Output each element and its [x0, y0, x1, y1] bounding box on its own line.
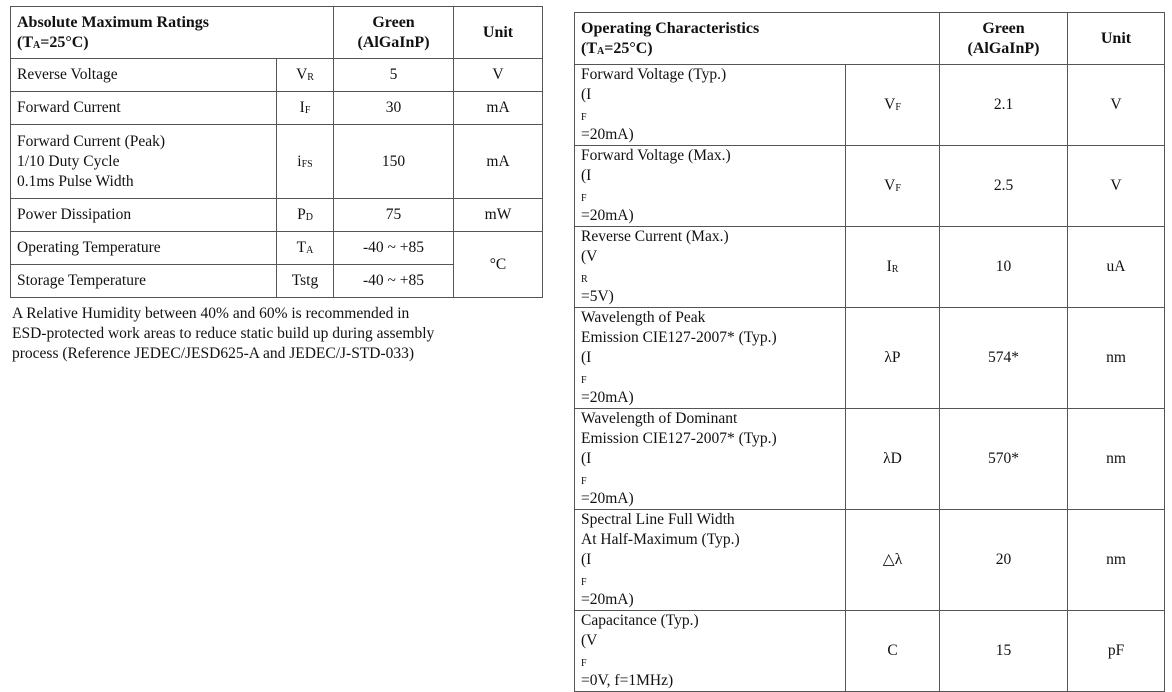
- symbol-cell: $V_F$: [846, 65, 940, 146]
- param-cell: Forward Current: [11, 92, 277, 125]
- table-title: Absolute Maximum Ratings: [17, 13, 210, 31]
- param-cell: Forward Current (Peak) 1/10 Duty Cycle 0.1ms Pulse Width: [11, 125, 277, 199]
- param-cell: Power Dissipation: [11, 199, 277, 232]
- unit-cell: V: [1068, 65, 1165, 146]
- param-cell: Wavelength of Peak Emission CIE127-2007* (Typ.) (I $_F$ =20mA): [575, 308, 846, 409]
- table-row: [575, 308, 1165, 409]
- symbol-cell: $I_R$: [846, 227, 940, 308]
- table-row: [575, 65, 1165, 146]
- table-header-row: [575, 13, 1165, 65]
- column-header-unit: Unit: [1068, 13, 1165, 65]
- value-cell: 75: [334, 199, 454, 232]
- unit-cell: mA: [454, 92, 543, 125]
- table-row: [11, 125, 543, 199]
- symbol-cell: $V_F$: [846, 146, 940, 227]
- param-cell: Forward Voltage (Max.) (I $_F$ =20mA): [575, 146, 846, 227]
- value-cell: 20: [940, 510, 1068, 611]
- unit-cell: V: [454, 59, 543, 92]
- table-title-cell: [575, 13, 940, 65]
- absolute-maximum-ratings-table: [10, 6, 543, 298]
- value-cell: 150: [334, 125, 454, 199]
- param-cell: Storage Temperature: [11, 265, 277, 298]
- param-cell: Wavelength of Dominant Emission CIE127-2007* (Typ.) (I $_F$ =20mA): [575, 409, 846, 510]
- value-cell: 574*: [940, 308, 1068, 409]
- column-header-unit: Unit: [454, 7, 543, 59]
- unit-cell: mW: [454, 199, 543, 232]
- unit-cell: nm: [1068, 409, 1165, 510]
- humidity-note: A Relative Humidity between 40% and 60% is recommended in ESD-protected work areas to reduce static build up during assembly process (Reference JEDEC/JESD625-A and JEDEC/J-STD-033): [12, 305, 435, 362]
- symbol-cell: λP: [846, 308, 940, 409]
- symbol-cell: C: [846, 611, 940, 692]
- value-cell: 15: [940, 611, 1068, 692]
- column-header-green: Green (AlGaInP): [940, 13, 1068, 65]
- value-cell: 30: [334, 92, 454, 125]
- table-title: Operating Characteristics: [581, 19, 760, 37]
- symbol-cell: $i_{FS}$: [277, 125, 334, 199]
- table-row: [575, 611, 1165, 692]
- unit-cell: nm: [1068, 510, 1165, 611]
- param-cell: Operating Temperature: [11, 232, 277, 265]
- symbol-cell: $P_D$: [277, 199, 334, 232]
- param-cell: Forward Voltage (Typ.) (I $_F$ =20mA): [575, 65, 846, 146]
- param-cell: Reverse Current (Max.) (V $_R$ =5V): [575, 227, 846, 308]
- symbol-cell: $V_R$: [277, 59, 334, 92]
- unit-cell: °C: [454, 232, 543, 298]
- param-cell: Reverse Voltage: [11, 59, 277, 92]
- value-cell: 10: [940, 227, 1068, 308]
- unit-cell: V: [1068, 146, 1165, 227]
- table-condition: $(T_A=25^\circ C)$: [17, 33, 89, 51]
- symbol-cell: Tstg: [277, 265, 334, 298]
- unit-cell: nm: [1068, 308, 1165, 409]
- value-cell: 2.1: [940, 65, 1068, 146]
- table-header-row: [11, 7, 543, 59]
- table-row: [11, 199, 543, 232]
- table-row: [11, 92, 543, 125]
- table-row: [575, 146, 1165, 227]
- table-row: [11, 232, 543, 265]
- table-title-cell: [11, 7, 334, 59]
- unit-cell: pF: [1068, 611, 1165, 692]
- table-row: [11, 59, 543, 92]
- value-cell: 570*: [940, 409, 1068, 510]
- column-header-green: Green (AlGaInP): [334, 7, 454, 59]
- symbol-cell: λD: [846, 409, 940, 510]
- param-cell: Capacitance (Typ.) (V $_F$ =0V, f=1MHz): [575, 611, 846, 692]
- table-condition: $(T_A=25^\circ C)$: [581, 39, 653, 57]
- value-cell: 5: [334, 59, 454, 92]
- unit-cell: mA: [454, 125, 543, 199]
- table-row: [575, 227, 1165, 308]
- table-row: [575, 510, 1165, 611]
- param-cell: Spectral Line Full Width At Half-Maximum (Typ.) (I $_F$ =20mA): [575, 510, 846, 611]
- symbol-cell: △λ: [846, 510, 940, 611]
- unit-cell: uA: [1068, 227, 1165, 308]
- operating-characteristics-table: [574, 12, 1165, 692]
- value-cell: 2.5: [940, 146, 1068, 227]
- value-cell: -40 ~ +85: [334, 232, 454, 265]
- value-cell: -40 ~ +85: [334, 265, 454, 298]
- symbol-cell: $T_A$: [277, 232, 334, 265]
- symbol-cell: $I_F$: [277, 92, 334, 125]
- table-row: [575, 409, 1165, 510]
